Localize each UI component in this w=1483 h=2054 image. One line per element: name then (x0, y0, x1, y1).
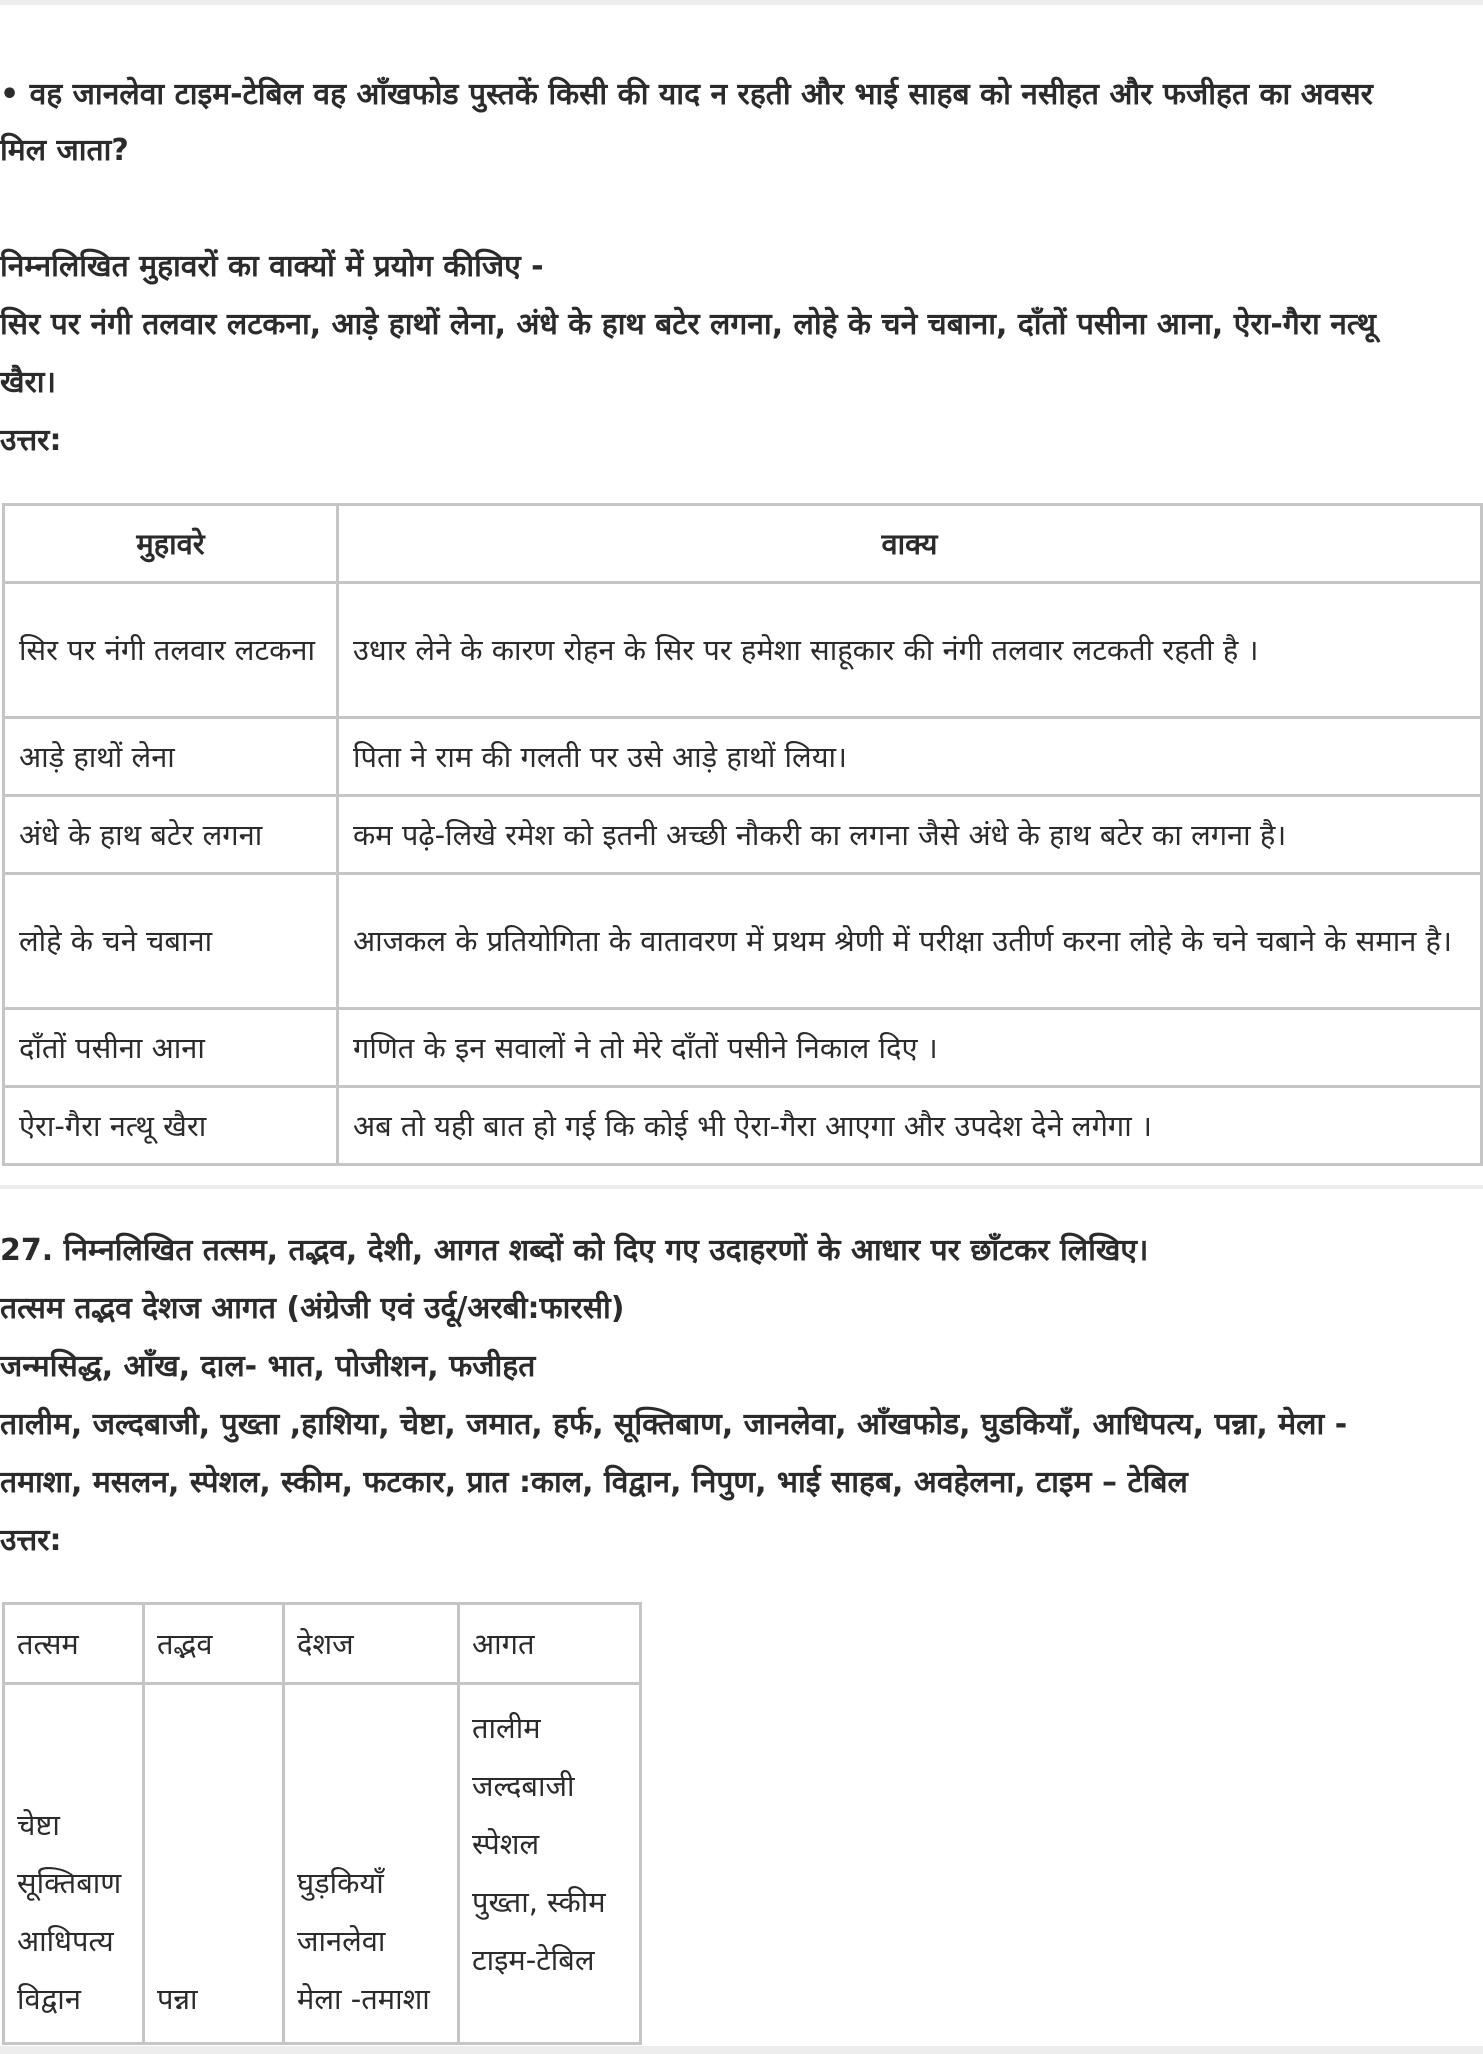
word-types-table (2, 1602, 642, 2045)
sentence-cell: उधार लेने के कारण रोहन के सिर पर हमेशा साहूकार की नंगी तलवार लटकती रहती है । (338, 583, 1482, 718)
table-row (4, 1684, 641, 2044)
header-idiom: मुहावरे (4, 505, 338, 583)
header-tadbhav: तद्भव (144, 1604, 284, 1684)
top-divider (0, 0, 1483, 5)
idiom-cell: अंधे के हाथ बटेर लगना (4, 796, 338, 874)
header-aagat: आगत (459, 1604, 641, 1684)
header-sentence: वाक्य (338, 505, 1482, 583)
idioms-table (2, 503, 1483, 1166)
header-deshaj: देशज (284, 1604, 459, 1684)
bullet-question-line-2: मिल जाता? (0, 133, 129, 168)
bottom-divider (0, 2046, 1483, 2054)
bullet-question-line-1: • वह जानलेवा टाइम-टेबिल वह आँखफोड पुस्तकें किसी की याद न रहती और भाई साहब को नसीहत और फजीहत का अवसर (0, 77, 1373, 112)
table-row (4, 1009, 1482, 1087)
answer-label-2: उत्तर: (0, 1523, 62, 1558)
words-list-line-1: तालीम, जल्दबाजी, पुख्ता ,हाशिया, चेष्टा, जमात, हर्फ, सूक्तिबाण, जानलेवा, आँखफोड, घुडकियाँ, आधिपत्य, पन्ना, मेला - (0, 1407, 1348, 1442)
sentence-cell: अब तो यही बात हो गई कि कोई भी ऐरा-गैरा आएगा और उपदेश देने लगेगा । (338, 1087, 1482, 1165)
table-row (4, 718, 1482, 796)
table-header-row (4, 505, 1482, 583)
words-list-line-2: तमाशा, मसलन, स्पेशल, स्कीम, फटकार, प्रात :काल, विद्वान, निपुण, भाई साहब, अवहेलना, टाइम – टेबिल (0, 1465, 1188, 1500)
deshaj-words-cell: घुड़कियाँ जानलेवा मेला -तमाशा (284, 1684, 459, 2044)
idioms-instruction: निम्नलिखित मुहावरों का वाक्यों में प्रयोग कीजिए - (0, 249, 544, 284)
table-row (4, 1087, 1482, 1165)
sentence-cell: कम पढ़े-लिखे रमेश को इतनी अच्छी नौकरी का लगना जैसे अंधे के हाथ बटेर का लगना है। (338, 796, 1482, 874)
table-row (4, 583, 1482, 718)
table-header-row (4, 1604, 641, 1684)
sentence-cell: आजकल के प्रतियोगिता के वातावरण में प्रथम श्रेणी में परीक्षा उतीर्ण करना लोहे के चने चबाने के समान है। (338, 874, 1482, 1009)
tadbhav-words-cell: पन्ना (144, 1684, 284, 2044)
sentence-cell: पिता ने राम की गलती पर उसे आड़े हाथों लिया। (338, 718, 1482, 796)
header-tatsam: तत्सम (4, 1604, 144, 1684)
word-categories-line: तत्सम तद्भव देशज आगत (अंग्रेजी एवं उर्दू/अरबी:फारसी) (0, 1291, 625, 1326)
sentence-cell: गणित के इन सवालों ने तो मेरे दाँतों पसीने निकाल दिए । (338, 1009, 1482, 1087)
question-27: 27. निम्नलिखित तत्सम, तद्भव, देशी, आगत शब्दों को दिए गए उदाहरणों के आधार पर छाँटकर लिखिए। (0, 1233, 1149, 1268)
answer-label-1: उत्तर: (0, 423, 62, 458)
section-divider (0, 1185, 1483, 1189)
idiom-cell: ऐरा-गैरा नत्थू खैरा (4, 1087, 338, 1165)
idiom-cell: लोहे के चने चबाना (4, 874, 338, 1009)
idiom-cell: सिर पर नंगी तलवार लटकना (4, 583, 338, 718)
idioms-list-line-2: खैरा। (0, 365, 56, 400)
idiom-cell: दाँतों पसीना आना (4, 1009, 338, 1087)
examples-line: जन्मसिद्ध, आँख, दाल- भात, पोजीशन, फजीहत (0, 1349, 536, 1384)
idiom-cell: आड़े हाथों लेना (4, 718, 338, 796)
tatsam-words-cell: चेष्टा सूक्तिबाण आधिपत्य विद्वान (4, 1684, 144, 2044)
table-row (4, 874, 1482, 1009)
idioms-list-line-1: सिर पर नंगी तलवार लटकना, आड़े हाथों लेना, अंधे के हाथ बटेर लगना, लोहे के चने चबाना, दाँतों पसीना आना, ऐरा-गैरा नत्थू (0, 307, 1376, 342)
aagat-words-cell: तालीम जल्दबाजी स्पेशल पुख्ता, स्कीम टाइम-टेबिल (459, 1684, 641, 2044)
table-row (4, 796, 1482, 874)
